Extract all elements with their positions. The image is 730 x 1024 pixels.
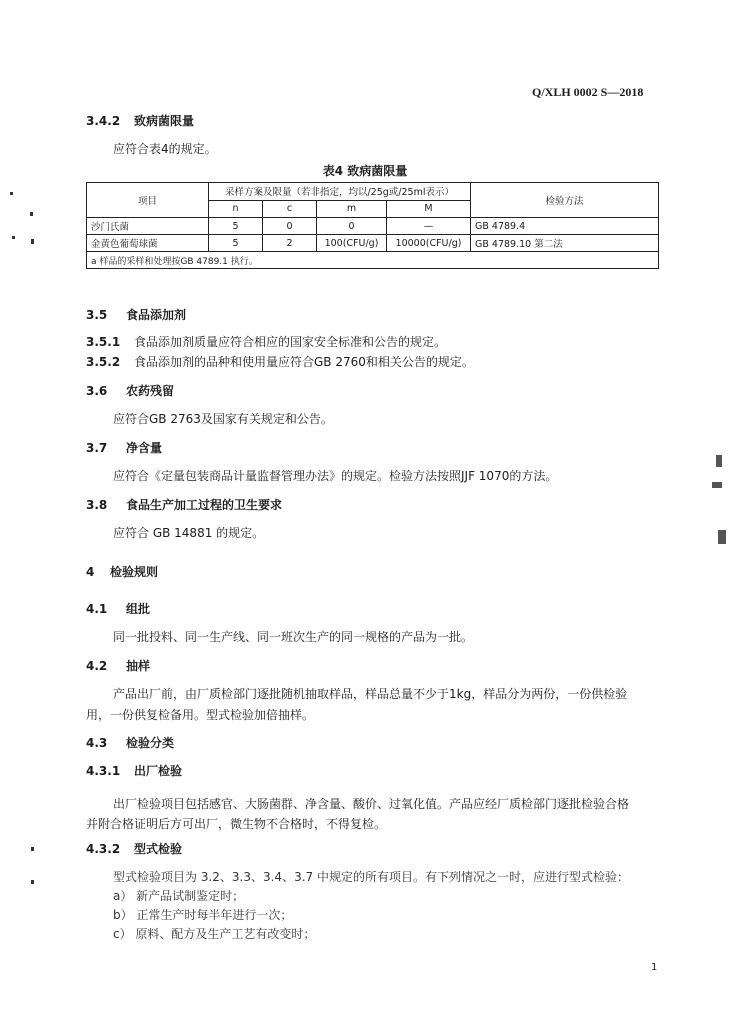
section-number: 3.6 — [86, 384, 108, 398]
section-3-7-text: 应符合《定量包装商品计量监督管理办法》的规定。检验方法按照JJF 1070的方法。 — [113, 469, 558, 483]
section-number: 4.3 — [86, 736, 108, 750]
cell-method: GB 4789.4 — [471, 218, 659, 235]
section-title: 组批 — [126, 602, 151, 616]
section-number: 4.3.1 — [86, 764, 121, 778]
subheader-M: M — [387, 200, 471, 218]
section-4-2-heading — [86, 657, 150, 674]
scan-speck — [716, 455, 722, 467]
section-title: 致病菌限量 — [134, 114, 195, 128]
section-3-4-2-text: 应符合表4的规定。 — [113, 142, 217, 156]
section-4-2-line1: 产品出厂前，由厂质检部门逐批随机抽取样品，样品总量不少于1kg，样品分为两份，一份供检验 — [113, 687, 628, 701]
section-title: 农药残留 — [126, 384, 175, 398]
cell-m: 0 — [317, 218, 387, 235]
section-3-5-2 — [86, 353, 474, 370]
cell-method: GB 4789.10 第二法 — [471, 235, 659, 252]
section-number: 3.8 — [86, 498, 108, 512]
header-method: 检验方法 — [471, 183, 659, 218]
section-title: 净含量 — [126, 441, 163, 455]
scan-speck — [712, 482, 722, 488]
section-4-3-1-line1: 出厂检验项目包括感官、大肠菌群、净含量、酸价、过氧化值。产品应经厂质检部门逐批检验合格 — [113, 797, 630, 811]
section-4-1-text: 同一批投料、同一生产线、同一班次生产的同一规格的产品为一批。 — [113, 630, 474, 644]
section-number: 4.2 — [86, 659, 108, 673]
section-title: 检验分类 — [126, 736, 175, 750]
scan-speck — [718, 530, 726, 544]
section-number: 4.3.2 — [86, 842, 121, 856]
section-3-7-heading — [86, 439, 162, 456]
scan-speck — [12, 236, 15, 239]
section-3-5-heading — [86, 306, 186, 323]
subheader-c: c — [263, 200, 317, 218]
section-title: 出厂检验 — [134, 764, 183, 778]
table-note: a 样品的采样和处理按GB 4789.1 执行。 — [87, 252, 659, 269]
section-text: 食品添加剂质量应符合相应的国家安全标准和公告的规定。 — [134, 335, 447, 349]
section-title: 食品添加剂 — [126, 308, 187, 322]
section-3-8-heading — [86, 496, 282, 513]
section-3-4-2-heading — [86, 112, 194, 129]
section-4-1-heading — [86, 600, 150, 617]
scan-speck — [31, 880, 34, 884]
subheader-m: m — [317, 200, 387, 218]
page-number: 1 — [651, 962, 658, 973]
header-item: 项目 — [87, 183, 209, 218]
section-number: 4 — [86, 565, 95, 579]
section-title: 抽样 — [126, 659, 151, 673]
section-4-3-heading — [86, 734, 174, 751]
header-sampling-plan: 采样方案及限量（若非指定，均以/25g或/25ml表示） — [209, 183, 471, 201]
table-row — [87, 235, 659, 252]
list-item: c） 原料、配方及生产工艺有改变时； — [113, 927, 316, 941]
cell-n: 5 — [209, 218, 263, 235]
section-number: 4.1 — [86, 602, 108, 616]
scan-speck — [31, 847, 34, 851]
cell-M: 10000(CFU/g) — [387, 235, 471, 252]
section-number: 3.7 — [86, 441, 108, 455]
cell-M: — — [387, 218, 471, 235]
cell-c: 2 — [263, 235, 317, 252]
section-4-2-line2: 用，一份供复检备用。型式检验加倍抽样。 — [86, 708, 315, 722]
section-4-3-2-heading — [86, 840, 182, 857]
subheader-n: n — [209, 200, 263, 218]
list-item: a） 新产品试制鉴定时； — [113, 889, 245, 903]
scan-speck — [10, 192, 13, 195]
cell-item: 金黄色葡萄球菌 — [87, 235, 209, 252]
cell-c: 0 — [263, 218, 317, 235]
section-3-6-heading — [86, 382, 174, 399]
section-title: 检验规则 — [110, 565, 159, 579]
section-number: 3.5.2 — [86, 355, 121, 369]
section-title: 食品生产加工过程的卫生要求 — [126, 498, 283, 512]
pathogen-limit-table — [86, 182, 659, 269]
section-title: 型式检验 — [134, 842, 183, 856]
section-4-3-1-line2: 并附合格证明后方可出厂，微生物不合格时，不得复检。 — [86, 817, 387, 831]
section-4-3-1-heading — [86, 762, 182, 779]
standard-number: Q/XLH 0002 S—2018 — [532, 85, 644, 99]
section-4-heading — [86, 563, 158, 580]
section-text: 食品添加剂的品种和使用量应符合GB 2760和相关公告的规定。 — [134, 355, 474, 369]
table-row — [87, 218, 659, 235]
section-number: 3.5 — [86, 308, 108, 322]
list-item: b） 正常生产时每半年进行一次； — [113, 908, 293, 922]
cell-n: 5 — [209, 235, 263, 252]
scan-speck — [31, 239, 34, 244]
section-number: 3.4.2 — [86, 114, 121, 128]
section-number: 3.5.1 — [86, 335, 121, 349]
section-3-5-1 — [86, 333, 446, 350]
section-4-3-2-text: 型式检验项目为 3.2、3.3、3.4、3.7 中规定的所有项目。有下列情况之一时，应进行型式检验： — [113, 870, 629, 884]
cell-item: 沙门氏菌 — [87, 218, 209, 235]
table-caption: 表4 致病菌限量 — [322, 164, 408, 178]
scan-speck — [30, 212, 33, 216]
section-3-6-text: 应符合GB 2763及国家有关规定和公告。 — [113, 412, 333, 426]
section-3-8-text: 应符合 GB 14881 的规定。 — [113, 526, 265, 540]
cell-m: 100(CFU/g) — [317, 235, 387, 252]
